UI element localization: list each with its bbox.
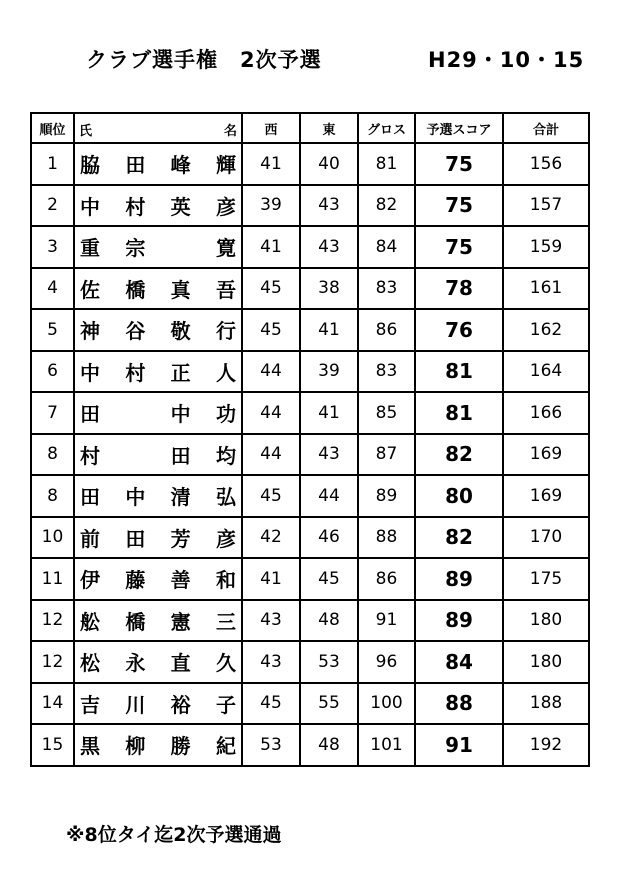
total-cell: 192 [503,724,589,766]
name-char: 舩 [80,609,100,634]
header-total: 合計 [503,113,589,143]
name-char: 寛 [215,236,236,261]
name-char: 裕 [170,692,191,717]
name-char: 芳 [170,526,191,551]
name-char: 田 [170,443,191,468]
name-char: 脇 [80,153,100,178]
table-row [31,558,589,600]
results-table [30,112,590,767]
table-row [31,641,589,683]
total-cell: 162 [503,309,589,351]
out-cell: 44 [242,434,300,476]
name-char: 清 [170,485,191,510]
player-name [79,149,237,178]
name-char: 吉 [80,692,100,717]
rank-cell: 11 [31,558,74,600]
player-name-cell [74,434,242,476]
name-char: 善 [170,568,191,593]
header-score: 予選スコア [415,113,503,143]
in-cell: 43 [300,185,358,227]
table-row [31,351,589,393]
player-name [79,647,237,676]
name-char: 正 [170,360,191,385]
player-name-cell [74,309,242,351]
name-char: 子 [215,692,236,717]
rank-cell: 4 [31,268,74,310]
out-cell: 45 [242,475,300,517]
gross-cell: 86 [358,309,415,351]
in-cell: 38 [300,268,358,310]
header-out: 西 [242,113,300,143]
in-cell: 53 [300,641,358,683]
gross-cell: 81 [358,143,415,185]
name-char: 紀 [215,734,236,759]
score-cell: 81 [415,351,503,393]
in-cell: 43 [300,434,358,476]
name-char: 黒 [80,734,100,759]
in-cell: 45 [300,558,358,600]
in-cell: 41 [300,392,358,434]
score-cell: 75 [415,185,503,227]
player-name-cell [74,683,242,725]
table-row [31,434,589,476]
page-title: クラブ選手権 2次予選 [86,48,322,72]
table-row [31,600,589,642]
name-char: 橋 [125,609,146,634]
name-char: 田 [80,485,100,510]
in-cell: 46 [300,517,358,559]
name-char [124,398,146,427]
rank-cell: 5 [31,309,74,351]
name-char [170,232,192,261]
name-char: 均 [215,443,236,468]
score-cell: 84 [415,641,503,683]
out-cell: 45 [242,683,300,725]
name-char: 三 [215,609,236,634]
total-cell: 169 [503,475,589,517]
out-cell: 41 [242,226,300,268]
rank-cell: 8 [31,475,74,517]
score-cell: 80 [415,475,503,517]
player-name-cell [74,558,242,600]
total-cell: 157 [503,185,589,227]
player-name [79,689,237,718]
header-in: 東 [300,113,358,143]
rank-cell: 8 [31,434,74,476]
total-cell: 166 [503,392,589,434]
out-cell: 43 [242,641,300,683]
player-name [79,274,237,303]
in-cell: 48 [300,600,358,642]
rank-cell: 12 [31,600,74,642]
player-name-cell [74,724,242,766]
in-cell: 40 [300,143,358,185]
player-name [79,481,237,510]
name-char: 憲 [170,609,191,634]
player-name [79,606,237,635]
total-cell: 180 [503,600,589,642]
player-name [79,315,237,344]
name-char: 中 [80,360,100,385]
total-cell: 170 [503,517,589,559]
out-cell: 39 [242,185,300,227]
name-char: 川 [125,692,146,717]
rank-cell: 3 [31,226,74,268]
total-cell: 161 [503,268,589,310]
score-cell: 82 [415,434,503,476]
gross-cell: 96 [358,641,415,683]
player-name-cell [74,185,242,227]
name-char: 敬 [170,319,191,344]
player-name-cell [74,143,242,185]
name-char: 田 [125,526,146,551]
player-name [79,357,237,386]
header-gross: グロス [358,113,415,143]
header-name-right: 名 [223,124,237,139]
name-char: 輝 [215,153,236,178]
name-char: 宗 [125,236,146,261]
gross-cell: 101 [358,724,415,766]
score-cell: 88 [415,683,503,725]
name-char: 人 [215,360,236,385]
name-char: 中 [170,402,191,427]
out-cell: 45 [242,268,300,310]
header-name-left: 氏 [79,124,93,139]
player-name [79,523,237,552]
score-cell: 89 [415,558,503,600]
gross-cell: 86 [358,558,415,600]
score-cell: 81 [415,392,503,434]
name-char: 神 [80,319,100,344]
rank-cell: 10 [31,517,74,559]
name-char: 中 [80,194,100,219]
player-name [79,232,237,261]
gross-cell: 87 [358,434,415,476]
score-cell: 89 [415,600,503,642]
name-char: 村 [125,194,146,219]
name-char: 和 [215,568,236,593]
name-char: 伊 [80,568,100,593]
table-row [31,475,589,517]
rank-cell: 12 [31,641,74,683]
name-char [124,440,146,469]
name-char: 弘 [215,485,236,510]
out-cell: 44 [242,392,300,434]
name-char: 藤 [125,568,146,593]
out-cell: 41 [242,558,300,600]
score-cell: 82 [415,517,503,559]
name-char: 直 [170,651,191,676]
table-row [31,392,589,434]
name-char: 彦 [215,526,236,551]
name-char: 英 [170,194,191,219]
name-char: 真 [170,277,191,302]
rank-cell: 1 [31,143,74,185]
table-row [31,309,589,351]
total-cell: 180 [503,641,589,683]
table-row [31,517,589,559]
total-cell: 175 [503,558,589,600]
player-name-cell [74,392,242,434]
name-char: 吾 [215,277,236,302]
header-rank: 順位 [31,113,74,143]
name-char: 佐 [80,277,100,302]
out-cell: 53 [242,724,300,766]
name-char: 村 [125,360,146,385]
gross-cell: 91 [358,600,415,642]
name-char: 谷 [125,319,146,344]
table-row [31,226,589,268]
out-cell: 44 [242,351,300,393]
gross-cell: 100 [358,683,415,725]
out-cell: 43 [242,600,300,642]
out-cell: 42 [242,517,300,559]
name-char: 永 [125,651,146,676]
in-cell: 48 [300,724,358,766]
player-name [79,564,237,593]
score-cell: 91 [415,724,503,766]
name-char: 重 [80,236,100,261]
in-cell: 41 [300,309,358,351]
rank-cell: 14 [31,683,74,725]
gross-cell: 83 [358,268,415,310]
score-cell: 76 [415,309,503,351]
rank-cell: 6 [31,351,74,393]
name-char: 峰 [170,153,191,178]
in-cell: 55 [300,683,358,725]
table-row [31,683,589,725]
player-name [79,440,237,469]
name-char: 村 [80,443,100,468]
gross-cell: 88 [358,517,415,559]
table-row [31,143,589,185]
header-name [74,113,242,143]
gross-cell: 89 [358,475,415,517]
qualification-note: ※8位タイ迄2次予選通過 [66,824,282,846]
player-name-cell [74,475,242,517]
name-char: 田 [125,153,146,178]
player-name-cell [74,351,242,393]
table-row [31,185,589,227]
header-row [31,113,589,143]
name-char: 橋 [125,277,146,302]
in-cell: 43 [300,226,358,268]
name-char: 功 [215,402,236,427]
total-cell: 159 [503,226,589,268]
out-cell: 45 [242,309,300,351]
player-name-cell [74,641,242,683]
total-cell: 169 [503,434,589,476]
score-cell: 78 [415,268,503,310]
score-cell: 75 [415,143,503,185]
rank-cell: 7 [31,392,74,434]
gross-cell: 84 [358,226,415,268]
player-name-cell [74,268,242,310]
player-name-cell [74,600,242,642]
player-name-cell [74,226,242,268]
name-char: 勝 [170,734,191,759]
event-date: H29・10・15 [428,48,585,72]
table-row [31,724,589,766]
total-cell: 188 [503,683,589,725]
in-cell: 44 [300,475,358,517]
total-cell: 156 [503,143,589,185]
total-cell: 164 [503,351,589,393]
name-char: 行 [215,319,236,344]
player-name [79,730,237,759]
in-cell: 39 [300,351,358,393]
player-name-cell [74,517,242,559]
name-char: 彦 [215,194,236,219]
gross-cell: 82 [358,185,415,227]
out-cell: 41 [242,143,300,185]
gross-cell: 83 [358,351,415,393]
name-char: 久 [215,651,236,676]
player-name [79,191,237,220]
name-char: 中 [125,485,146,510]
score-cell: 75 [415,226,503,268]
rank-cell: 2 [31,185,74,227]
player-name [79,398,237,427]
gross-cell: 85 [358,392,415,434]
rank-cell: 15 [31,724,74,766]
name-char: 柳 [125,734,146,759]
name-char: 松 [80,651,100,676]
name-char: 前 [80,526,100,551]
name-char: 田 [80,402,100,427]
table-row [31,268,589,310]
